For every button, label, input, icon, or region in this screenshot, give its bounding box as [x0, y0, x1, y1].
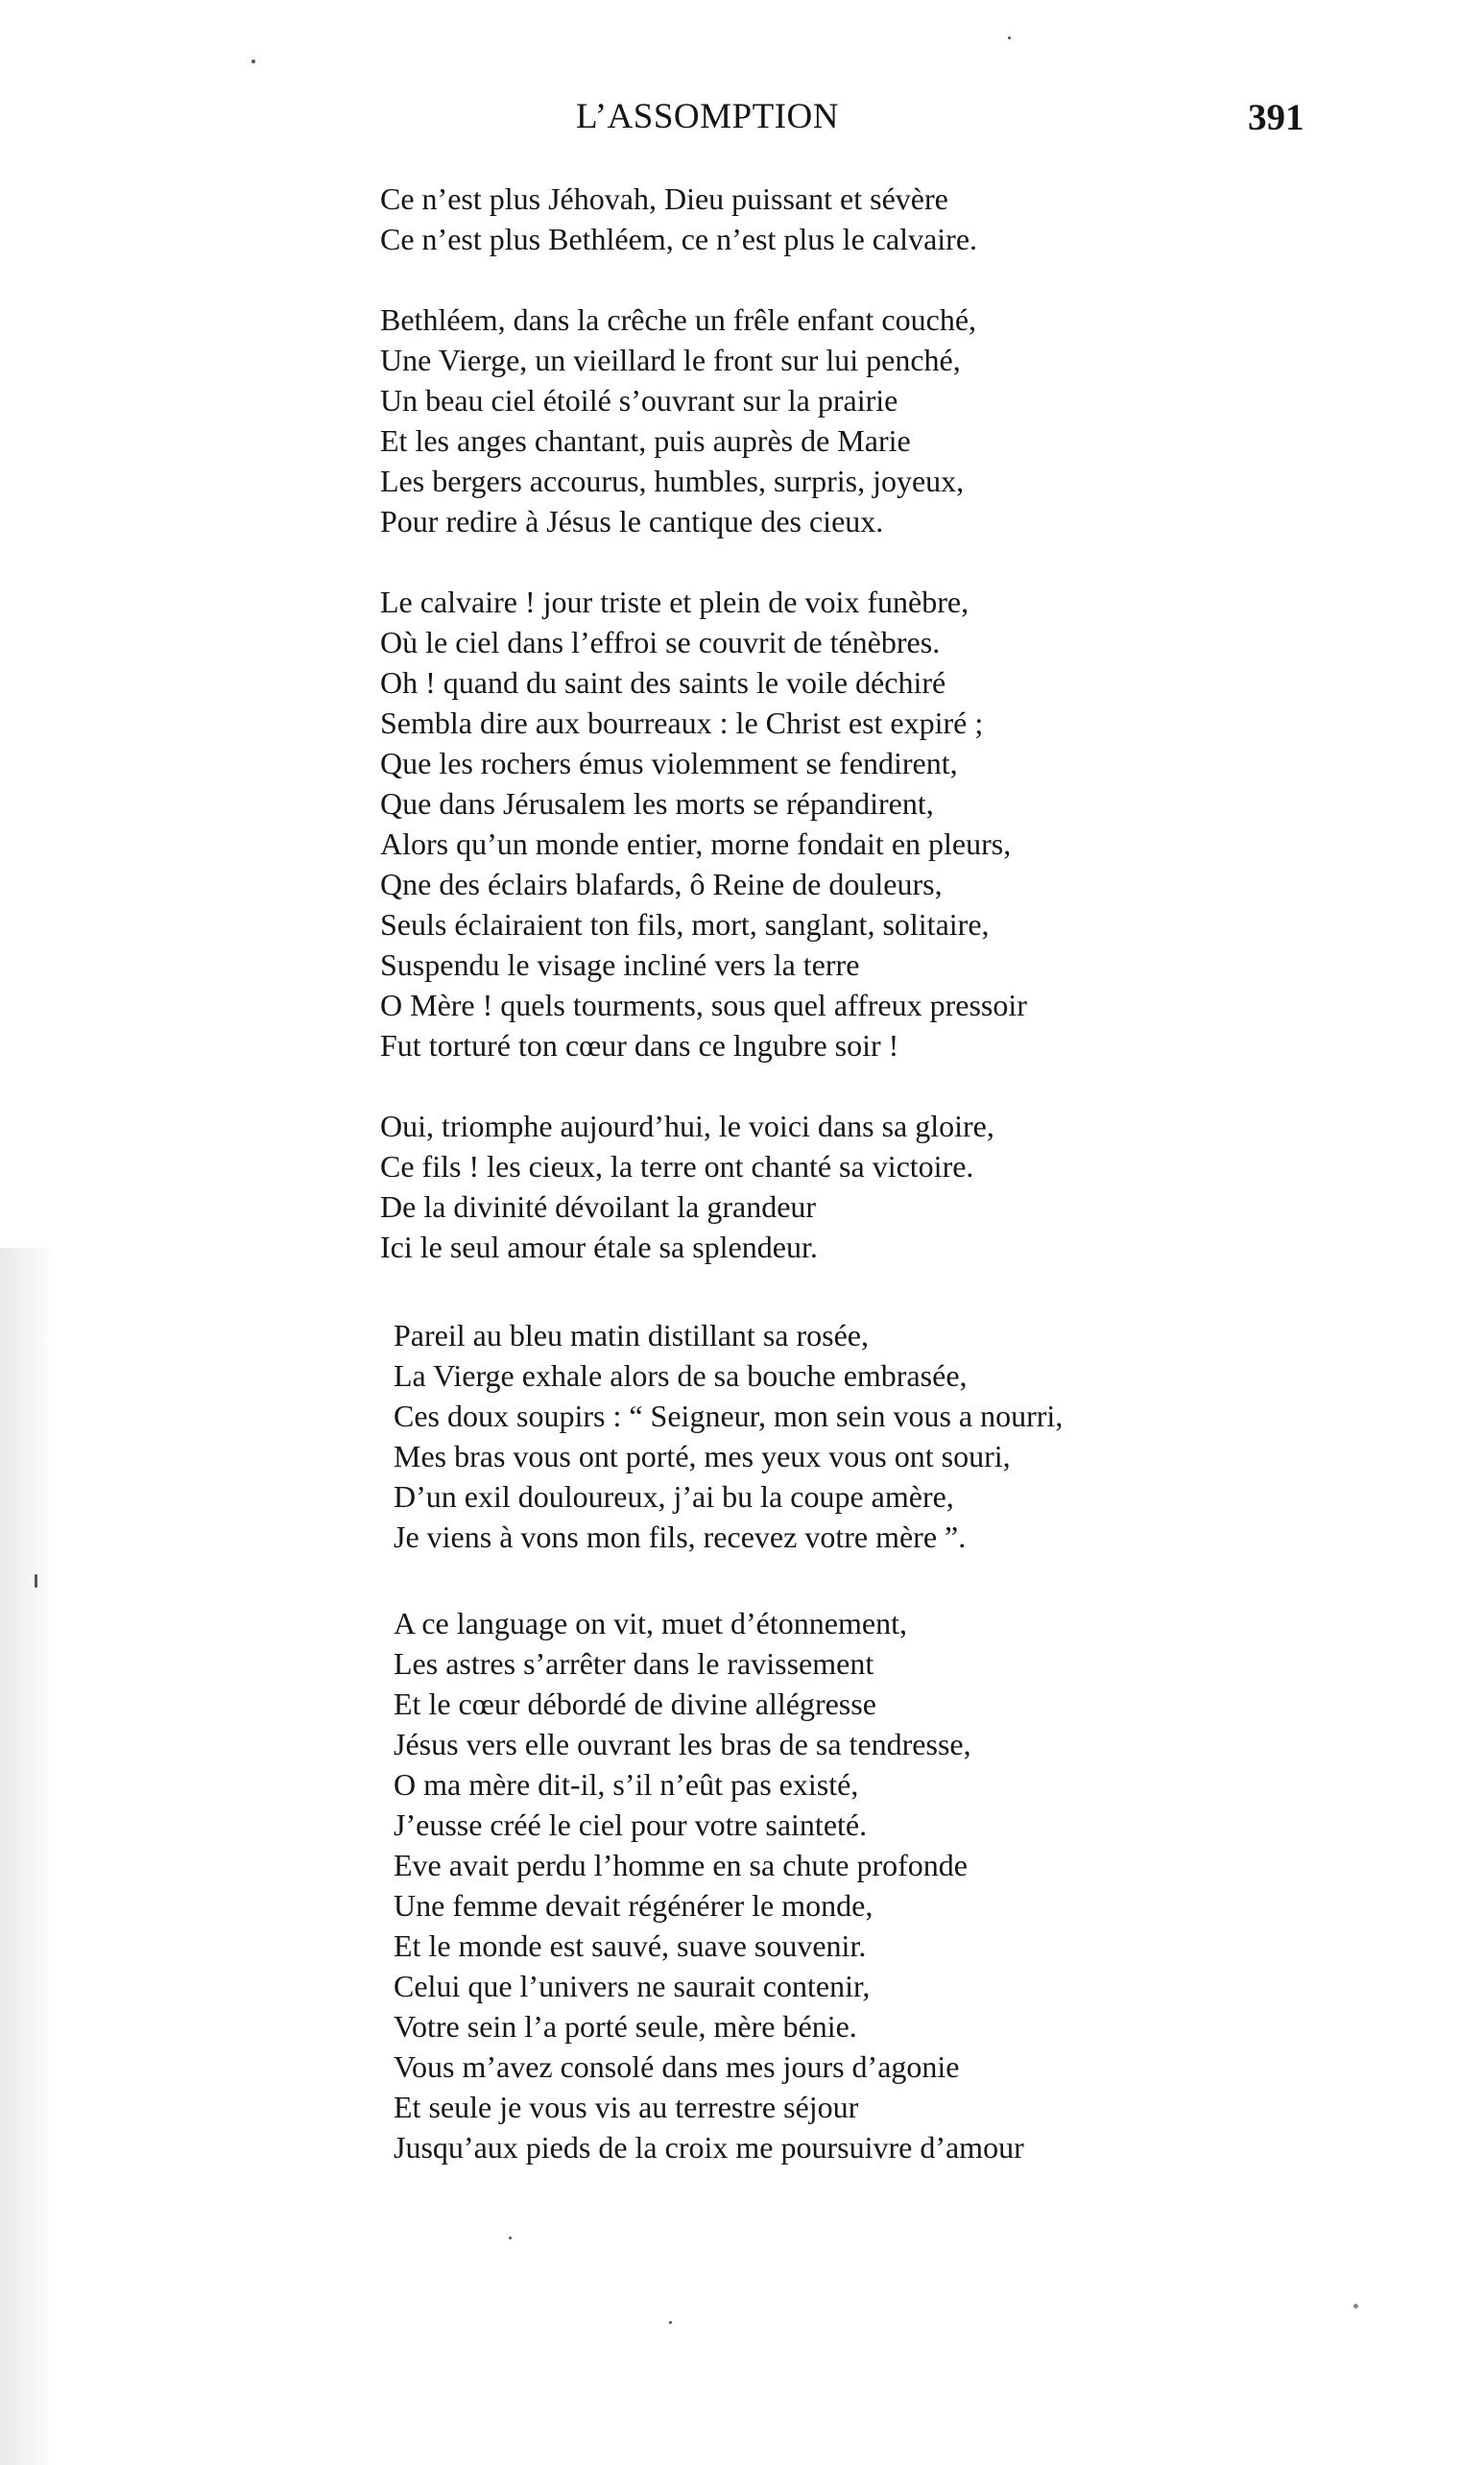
poem: [380, 179, 1340, 2167]
stanza-5: [380, 1315, 1340, 1557]
verse-line: Les astres s’arrêter dans le ravissement: [394, 1646, 874, 1681]
paper-speck: [669, 2321, 672, 2324]
verse-line: Ici le seul amour étale sa splendeur.: [380, 1230, 818, 1264]
stanza-4: [380, 1106, 1340, 1267]
verse-line: Jésus vers elle ouvrant les bras de sa tendresse,: [394, 1727, 971, 1761]
verse-line: Et seule je vous vis au terrestre séjour: [394, 2090, 859, 2124]
verse-line: Que les rochers émus violemment se fendirent,: [380, 746, 958, 780]
stanza-6: [380, 1603, 1340, 2167]
verse-line: O Mère ! quels tourments, sous quel affreux pressoir: [380, 988, 1027, 1022]
paper-speck: [35, 1574, 37, 1588]
verse-line: Jusqu’aux pieds de la croix me poursuivre d’amour: [394, 2130, 1024, 2165]
verse-line: Fut torturé ton cœur dans ce lngubre soir !: [380, 1028, 899, 1063]
paper-speck: [509, 2237, 512, 2239]
verse-line: Un beau ciel étoilé s’ouvrant sur la prairie: [380, 383, 898, 418]
verse-line: La Vierge exhale alors de sa bouche embrasée,: [394, 1358, 968, 1393]
verse-line: Ce n’est plus Jéhovah, Dieu puissant et sévère: [380, 181, 948, 216]
verse-line: Eve avait perdu l’homme en sa chute profonde: [394, 1848, 968, 1882]
verse-line: Ce n’est plus Bethléem, ce n’est plus le calvaire.: [380, 222, 978, 256]
running-title: L’ASSOMPTION: [576, 97, 839, 136]
verse-line: Et le monde est sauvé, suave souvenir.: [394, 1928, 867, 1963]
stanza-3: [380, 582, 1340, 1065]
verse-line: Ces doux soupirs : “ Seigneur, mon sein vous a nourri,: [394, 1399, 1064, 1433]
running-header: [0, 96, 1484, 154]
verse-line: Et les anges chantant, puis auprès de Marie: [380, 423, 911, 458]
verse-line: Sembla dire aux bourreaux : le Christ est expiré ;: [380, 706, 984, 740]
verse-line: Votre sein l’a porté seule, mère bénie.: [394, 2009, 857, 2044]
verse-line: Mes bras vous ont porté, mes yeux vous ont souri,: [394, 1439, 1011, 1473]
verse-line: Alors qu’un monde entier, morne fondait en pleurs,: [380, 826, 1012, 861]
verse-line: Le calvaire ! jour triste et plein de voix funèbre,: [380, 585, 969, 619]
paper-speck: [1353, 2304, 1358, 2309]
verse-line: Et le cœur débordé de divine allégresse: [394, 1687, 876, 1721]
verse-line: Bethléem, dans la crêche un frêle enfant couché,: [380, 302, 977, 337]
verse-line: D’un exil douloureux, j’ai bu la coupe amère,: [394, 1479, 954, 1514]
stanza-2: [380, 299, 1340, 541]
page-number: 391: [1248, 97, 1304, 138]
verse-line: Je viens à vons mon fils, recevez votre mère ”.: [394, 1520, 967, 1554]
paper-speck: [251, 60, 255, 63]
verse-line: A ce language on vit, muet d’étonnement,: [394, 1606, 907, 1640]
verse-line: Suspendu le visage incliné vers la terre: [380, 947, 860, 982]
verse-line: Les bergers accourus, humbles, surpris, joyeux,: [380, 464, 965, 498]
verse-line: O ma mère dit-il, s’il n’eût pas existé,: [394, 1767, 859, 1802]
verse-line: Celui que l’univers ne saurait contenir,: [394, 1969, 871, 2003]
verse-line: Vous m’avez consolé dans mes jours d’agonie: [394, 2049, 960, 2084]
verse-line: Seuls éclairaient ton fils, mort, sanglant, solitaire,: [380, 907, 990, 942]
verse-line: Pareil au bleu matin distillant sa rosée,: [394, 1318, 869, 1352]
verse-line: Oui, triomphe aujourd’hui, le voici dans sa gloire,: [380, 1109, 994, 1143]
page-edge-shadow: [0, 1248, 58, 2465]
verse-line: Une Vierge, un vieillard le front sur lui penché,: [380, 343, 961, 377]
stanza-1: [380, 179, 1340, 259]
verse-line: Qne des éclairs blafards, ô Reine de douleurs,: [380, 867, 943, 901]
verse-line: Ce fils ! les cieux, la terre ont chanté sa victoire.: [380, 1149, 974, 1184]
verse-line: Pour redire à Jésus le cantique des cieux.: [380, 504, 884, 538]
verse-line: Une femme devait régénérer le monde,: [394, 1888, 874, 1923]
verse-line: De la divinité dévoilant la grandeur: [380, 1189, 817, 1224]
verse-line: Oh ! quand du saint des saints le voile déchiré: [380, 665, 946, 700]
verse-line: J’eusse créé le ciel pour votre sainteté.: [394, 1807, 868, 1842]
verse-line: Où le ciel dans l’effroi se couvrit de ténèbres.: [380, 625, 941, 659]
verse-line: Que dans Jérusalem les morts se répandirent,: [380, 786, 934, 821]
paper-speck: [1008, 36, 1011, 39]
